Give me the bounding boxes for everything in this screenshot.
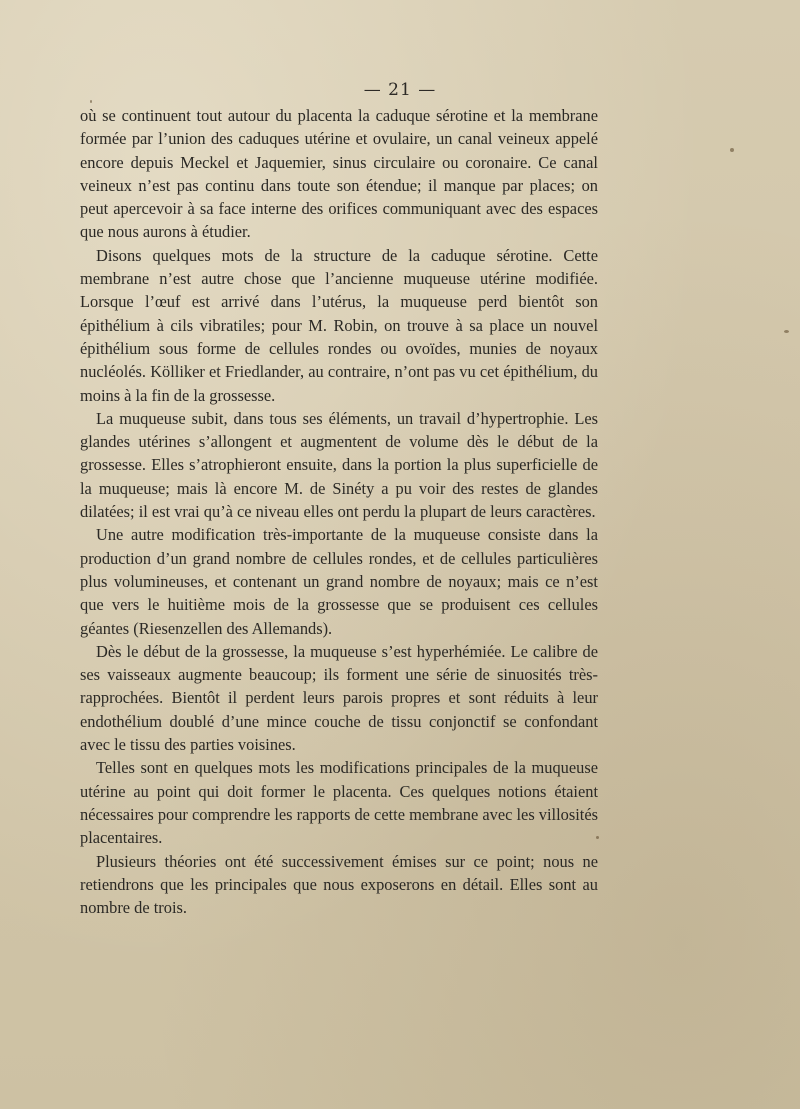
paper-speck <box>784 330 789 333</box>
paragraph-7: Plusieurs théories ont été successivement émises sur ce point; nous ne retiendrons que les principales que nous exposerons en détail. Elles sont au nombre de trois. <box>80 851 598 918</box>
paragraph-5: Dès le début de la grossesse, la muqueuse s’est hyperhémiée. Le calibre de ses vaisseaux augmente beaucoup; ils forment une série de sinuosités très-rapprochées. Bientôt il perdent leurs parois propres et sont réduits à leur endothélium doublé d’une mince couche de tissu conjonctif se confondant avec le tissu des parties voisines. <box>80 641 598 755</box>
paper-speck <box>730 148 734 152</box>
paper-speck <box>90 100 92 103</box>
page-number: — 21 — <box>363 80 437 100</box>
paragraph-6: Telles sont en quelques mots les modifications principales de la muqueuse utérine au point qui doit former le placenta. Ces quelques notions étaient nécessaires pour comprendre les rapports de cette membrane avec les villosités placentaires. <box>80 758 598 848</box>
paragraph-1: où se continuent tout autour du placenta la caduque sérotine et la membrane formée par l’union des caduques utérine et ovulaire, un canal veineux appelé encore depuis Meckel et Jaquemier, sinus circulaire ou coronaire. Ce canal veineux n’est pas continu dans toute son étendue; il manque par places; on peut apercevoir à sa face interne des orifices communiquant avec des espaces que nous aurons à étudier. <box>80 106 598 242</box>
paragraph-3: La muqueuse subit, dans tous ses éléments, un travail d’hypertrophie. Les glandes utérines s’allongent et augmentent de volume dès le début de la grossesse. Elles s’atrophieront ensuite, dans la portion la plus superficielle de la muqueuse; mais là encore M. de Sinéty a pu voir des restes de glandes dilatées; il est vrai qu’à ce niveau elles ont perdu la plupart de leurs caractères. <box>80 408 598 522</box>
body-text <box>80 104 598 919</box>
paragraph-4: Une autre modification très-importante de la muqueuse consiste dans la production d’un grand nombre de cellules rondes, et de cellules particulières plus volumineuses, et contenant un grand nombre de noyaux; mais ce n’est que vers le huitième mois de la grossesse que se produisent ces cellules géantes (Riesenzellen des Allemands). <box>80 525 598 638</box>
paragraph-2: Disons quelques mots de la structure de la caduque sérotine. Cette membrane n’est autre chose que l’ancienne muqueuse utérine modifiée. Lorsque l’œuf est arrivé dans l’utérus, la muqueuse perd bientôt son épithélium à cils vibratiles; pour M. Robin, on trouve à sa place un nouvel épithélium sous forme de cellules rondes ou ovoïdes, munies de noyaux nucléolés. Kölliker et Friedlander, au contraire, n’ont pas vu cet épithélium, du moins à la fin de la grossesse. <box>80 245 598 405</box>
paper-speck <box>596 836 599 839</box>
